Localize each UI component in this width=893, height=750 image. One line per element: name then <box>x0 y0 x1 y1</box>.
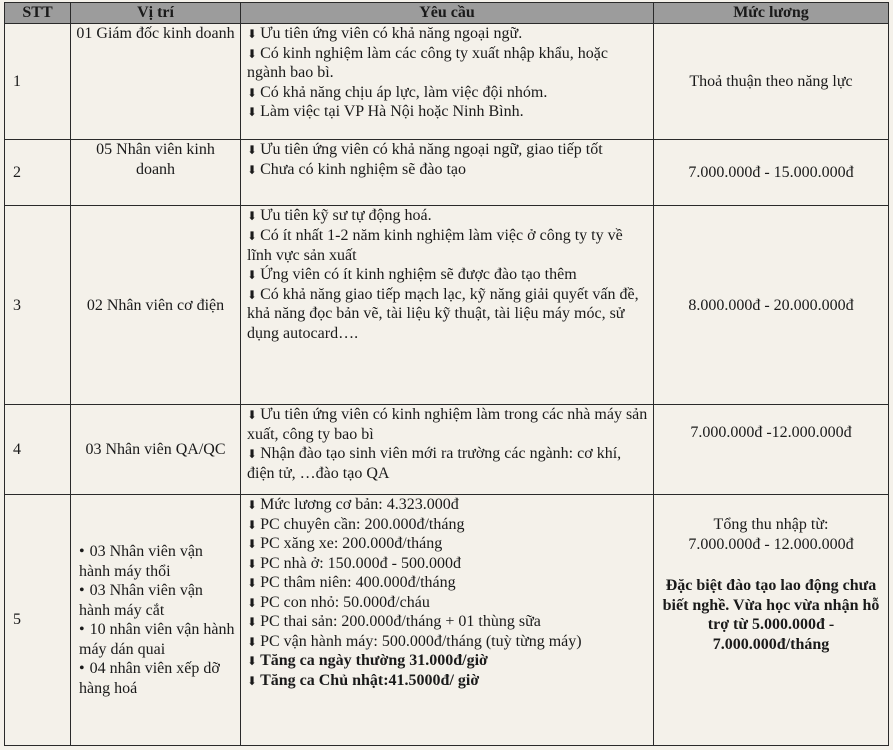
stt-cell: 4 <box>5 405 71 495</box>
down-arrow-bullet-icon: ⬇ <box>247 634 258 649</box>
requirement-item: ⬇ Ứng viên có ít kinh nghiệm sẽ được đào tạo thêm <box>247 266 577 284</box>
table-row <box>5 24 889 140</box>
salary-cell: 7.000.000đ -12.000.000đ <box>654 405 889 495</box>
position-cell <box>71 495 241 746</box>
down-arrow-bullet-icon: ⬇ <box>247 209 258 224</box>
table-row <box>5 206 889 405</box>
stt-cell: 5 <box>5 495 71 746</box>
salary-cell: 7.000.000đ - 15.000.000đ <box>654 140 889 206</box>
stt-cell: 1 <box>5 24 71 140</box>
table-row <box>5 405 889 495</box>
salary-cell: 8.000.000đ - 20.000.000đ <box>654 206 889 405</box>
requirements-cell <box>241 405 654 495</box>
down-arrow-bullet-icon: ⬇ <box>247 162 258 177</box>
requirement-item: ⬇ Chưa có kinh nghiệm sẽ đào tạo <box>247 160 467 178</box>
requirement-item: ⬇ Có khả năng chịu áp lực, làm việc đội nhóm. <box>247 83 548 101</box>
down-arrow-bullet-icon: ⬇ <box>247 615 258 630</box>
down-arrow-bullet-icon: ⬇ <box>247 576 258 591</box>
requirements-cell <box>241 140 654 206</box>
requirement-item: ⬇ Ưu tiên ứng viên có kinh nghiệm làm trong các nhà máy sản xuất, công ty bao bì <box>247 406 648 443</box>
requirement-item: ⬇ Có khả năng giao tiếp mạch lạc, kỹ năng giải quyết vấn đề, khả năng đọc bản vẽ, tài liệu kỹ thuật, tài liệu máy móc, sử dụng autocard…. <box>247 285 639 342</box>
down-arrow-bullet-icon: ⬇ <box>247 408 258 423</box>
requirement-item: ⬇ PC xăng xe: 200.000đ/tháng <box>247 535 443 553</box>
requirement-item-bold: ⬇ Tăng ca Chủ nhật:41.5000đ/ giờ <box>247 671 480 689</box>
job-table <box>4 2 889 746</box>
down-arrow-bullet-icon: ⬇ <box>247 229 258 243</box>
requirements-cell <box>241 24 654 140</box>
requirement-item: ⬇ Có ít nhất 1-2 năm kinh nghiệm làm việc ở công ty ty về lĩnh vực sản xuất <box>247 227 623 264</box>
requirement-item: ⬇ PC chuyên cần: 200.000đ/tháng <box>247 515 465 533</box>
requirement-item: ⬇ Ưu tiên ứng viên có khả năng ngoại ngữ, giao tiếp tốt <box>247 141 603 159</box>
position-cell: 01 Giám đốc kinh doanh <box>71 24 241 140</box>
down-arrow-bullet-icon: ⬇ <box>247 517 258 532</box>
position-cell: 03 Nhân viên QA/QC <box>71 405 241 495</box>
down-arrow-bullet-icon: ⬇ <box>247 595 258 610</box>
requirement-item: ⬇ PC thâm niên: 400.000đ/tháng <box>247 574 456 592</box>
position-list-item: • 03 Nhân viên vận hành máy thổi <box>79 542 236 581</box>
requirement-item-bold: ⬇ Tăng ca ngày thường 31.000đ/giờ <box>247 652 488 670</box>
down-arrow-bullet-icon: ⬇ <box>247 85 258 100</box>
position-list-item: • 03 Nhân viên vận hành máy cắt <box>79 581 236 620</box>
down-arrow-bullet-icon: ⬇ <box>247 447 258 462</box>
down-arrow-bullet-icon: ⬇ <box>247 498 258 513</box>
requirement-item: ⬇ PC nhà ở: 150.000đ - 500.000đ <box>247 554 461 572</box>
position-list-item: • 04 nhân viên xếp dỡ hàng hoá <box>79 659 236 698</box>
down-arrow-bullet-icon: ⬇ <box>247 287 258 302</box>
requirement-item: ⬇ PC con nhỏ: 50.000đ/cháu <box>247 593 430 611</box>
requirement-item: ⬇ PC vận hành máy: 500.000đ/tháng (tuỳ từng máy) <box>247 632 582 650</box>
header-requirements: Yêu cầu <box>241 3 654 24</box>
requirements-cell <box>241 206 654 405</box>
down-arrow-bullet-icon: ⬇ <box>247 537 258 552</box>
requirement-item: ⬇ Làm việc tại VP Hà Nội hoặc Ninh Bình. <box>247 103 524 121</box>
down-arrow-bullet-icon: ⬇ <box>247 673 258 688</box>
header-row <box>5 3 889 24</box>
requirement-item: ⬇ Có kinh nghiệm làm các công ty xuất nhập khẩu, hoặc ngành bao bì. <box>247 44 608 82</box>
salary-cell: Thoả thuận theo năng lực <box>654 24 889 140</box>
header-salary: Mức lương <box>654 3 889 24</box>
down-arrow-bullet-icon: ⬇ <box>247 46 258 61</box>
table-row <box>5 140 889 206</box>
requirement-item: ⬇ Mức lương cơ bản: 4.323.000đ <box>247 496 459 514</box>
header-stt: STT <box>5 3 71 24</box>
table-row <box>5 495 889 746</box>
down-arrow-bullet-icon: ⬇ <box>247 143 258 158</box>
down-arrow-bullet-icon: ⬇ <box>247 27 258 41</box>
down-arrow-bullet-icon: ⬇ <box>247 654 258 669</box>
salary-total: 7.000.000đ - 12.000.000đ <box>688 535 854 553</box>
position-list <box>75 542 236 698</box>
header-position: Vị trí <box>71 3 241 24</box>
requirement-item: ⬇ Nhận đào tạo sinh viên mới ra trường các ngành: cơ khí, điện tử, …đào tạo QA <box>247 445 622 482</box>
salary-cell <box>654 495 889 746</box>
salary-total-label: Tổng thu nhập từ: <box>713 516 829 534</box>
stt-cell: 2 <box>5 140 71 206</box>
down-arrow-bullet-icon: ⬇ <box>247 556 258 571</box>
down-arrow-bullet-icon: ⬇ <box>247 268 258 283</box>
requirement-item: ⬇ Ưu tiên ứng viên có khả năng ngoại ngữ. <box>247 25 523 42</box>
position-cell: 02 Nhân viên cơ điện <box>71 206 241 405</box>
requirement-item: ⬇ Ưu tiên kỹ sư tự động hoá. <box>247 207 432 225</box>
stt-cell: 3 <box>5 206 71 405</box>
down-arrow-bullet-icon: ⬇ <box>247 105 258 120</box>
salary-note: Đặc biệt đào tạo lao động chưa biết nghề. Vừa học vừa nhận hỗ trợ từ 5.000.000đ - 7.000.000đ/tháng <box>662 577 880 653</box>
position-list-item: • 10 nhân viên vận hành máy dán quai <box>79 620 236 659</box>
requirements-cell <box>241 495 654 746</box>
requirement-item: ⬇ PC thai sản: 200.000đ/tháng + 01 thùng sữa <box>247 613 541 631</box>
position-cell: 05 Nhân viên kinh doanh <box>71 140 241 206</box>
